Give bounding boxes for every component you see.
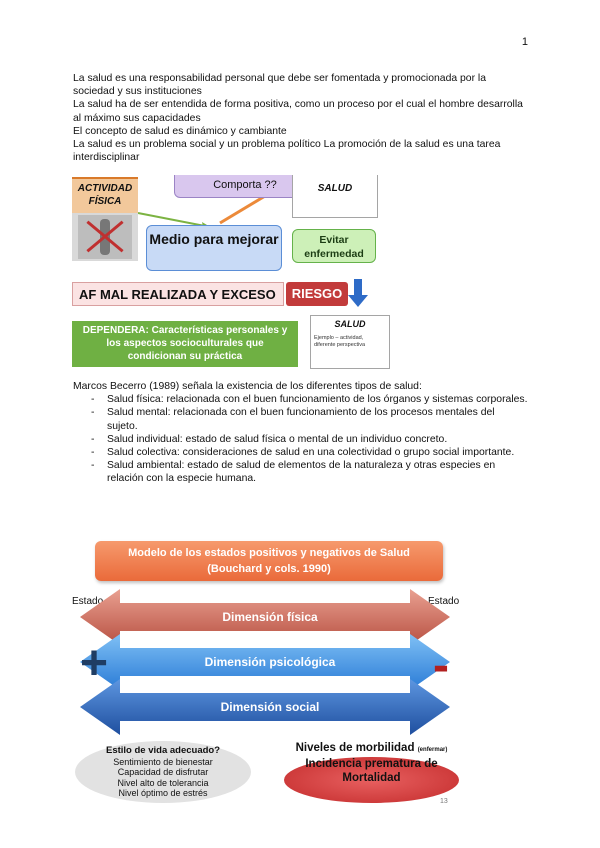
list-item: - Salud individual: estado de salud física o mental de un individuo concreto. bbox=[73, 433, 528, 446]
estilo-vida-ellipse bbox=[75, 741, 251, 803]
riesgo-badge: RIESGO bbox=[286, 282, 348, 306]
intro-line: La salud ha de ser entendida de forma positiva, como un proceso por el cual el hombre desarrolla al máximo sus capacidades bbox=[73, 99, 523, 124]
niveles-line1 bbox=[284, 741, 459, 757]
af-banner: AF MAL REALIZADA Y EXCESO bbox=[72, 282, 284, 306]
comporta-box: Comporta ?? bbox=[174, 175, 316, 198]
niveles-small: (enfermar) bbox=[417, 747, 448, 753]
minus-sign: - bbox=[433, 639, 449, 692]
crossed-out-photo bbox=[78, 215, 132, 259]
estado-left-label: Estado bbox=[72, 596, 104, 607]
actividad-fisica-box bbox=[72, 177, 138, 261]
estilo-item: Nivel óptimo de estrés bbox=[118, 788, 208, 798]
niveles-text: Niveles de morbilidad bbox=[295, 742, 415, 754]
estilo-item: Sentimiento de bienestar bbox=[113, 756, 213, 767]
salud-bottom-title: SALUD bbox=[334, 319, 366, 329]
dependera-box: DEPENDERA: Características personales y los aspectos socioculturales que condicionan su práctica bbox=[72, 321, 298, 367]
down-arrow-shaft bbox=[354, 279, 362, 295]
intro-line: La salud es una responsabilidad personal que debe ser fomentada y promocionada por la sociedad y sus instituciones bbox=[73, 73, 487, 98]
niveles-line2: Incidencia prematura de bbox=[305, 758, 438, 770]
niveles-ellipse bbox=[284, 741, 459, 803]
estilo-title: Estilo de vida adecuado? bbox=[105, 745, 221, 756]
becerro-section bbox=[73, 380, 528, 486]
evitar-box: Evitar enfermedad bbox=[292, 229, 376, 263]
salud-bottom-sub: Ejemplo – actividad, diferente perspectiva bbox=[314, 335, 366, 348]
intro-line: El concepto de salud es dinámico y cambiante bbox=[73, 125, 287, 137]
estilo-item: Nivel alto de tolerancia bbox=[117, 777, 209, 788]
list-item: - Salud física: relacionada con el buen funcionamiento de los órganos y sistemas corporales. bbox=[73, 393, 528, 406]
salud-bottom-box bbox=[310, 315, 390, 369]
model-title-line2: (Bouchard y cols. 1990) bbox=[207, 563, 331, 575]
niveles-line3: Mortalidad bbox=[342, 772, 401, 784]
dimension-psicologica-label: Dimensión psicológica bbox=[204, 655, 336, 669]
salud-top-box: SALUD bbox=[292, 175, 378, 218]
salud-types-list bbox=[73, 393, 528, 485]
salud-diagram bbox=[70, 175, 400, 375]
slide-number: 13 bbox=[440, 798, 448, 805]
list-item: - Salud colectiva: consideraciones de salud en una colectividad o grupo social importante. bbox=[73, 446, 528, 459]
dimension-fisica-label: Dimensión física bbox=[222, 610, 318, 624]
medio-box: Medio para mejorar bbox=[146, 225, 282, 271]
estado-right-label: Estado bbox=[428, 596, 460, 607]
model-title-line1: Modelo de los estados positivos y negativos de Salud bbox=[128, 547, 410, 559]
dimension-social-label: Dimensión social bbox=[220, 700, 320, 714]
intro-text bbox=[73, 72, 528, 164]
becerro-intro: Marcos Becerro (1989) señala la existencia de los diferentes tipos de salud: bbox=[73, 381, 422, 392]
model-title-banner bbox=[95, 541, 443, 581]
actividad-label: ACTIVIDAD FÍSICA bbox=[72, 179, 138, 213]
list-item: - Salud ambiental: estado de salud de elementos de la naturaleza y otras especies en relación con la especie humana. bbox=[73, 459, 528, 485]
list-item: - Salud mental: relacionada con el buen funcionamiento de los procesos mentales del sujeto. bbox=[73, 406, 528, 432]
plus-sign: + bbox=[80, 637, 109, 690]
intro-line: La salud es un problema social y un problema político La promoción de la salud es una tarea interdisciplinar bbox=[73, 139, 501, 164]
estilo-item: Capacidad de disfrutar bbox=[117, 767, 209, 777]
down-arrow-head bbox=[348, 295, 368, 307]
page-number: 1 bbox=[521, 36, 528, 48]
